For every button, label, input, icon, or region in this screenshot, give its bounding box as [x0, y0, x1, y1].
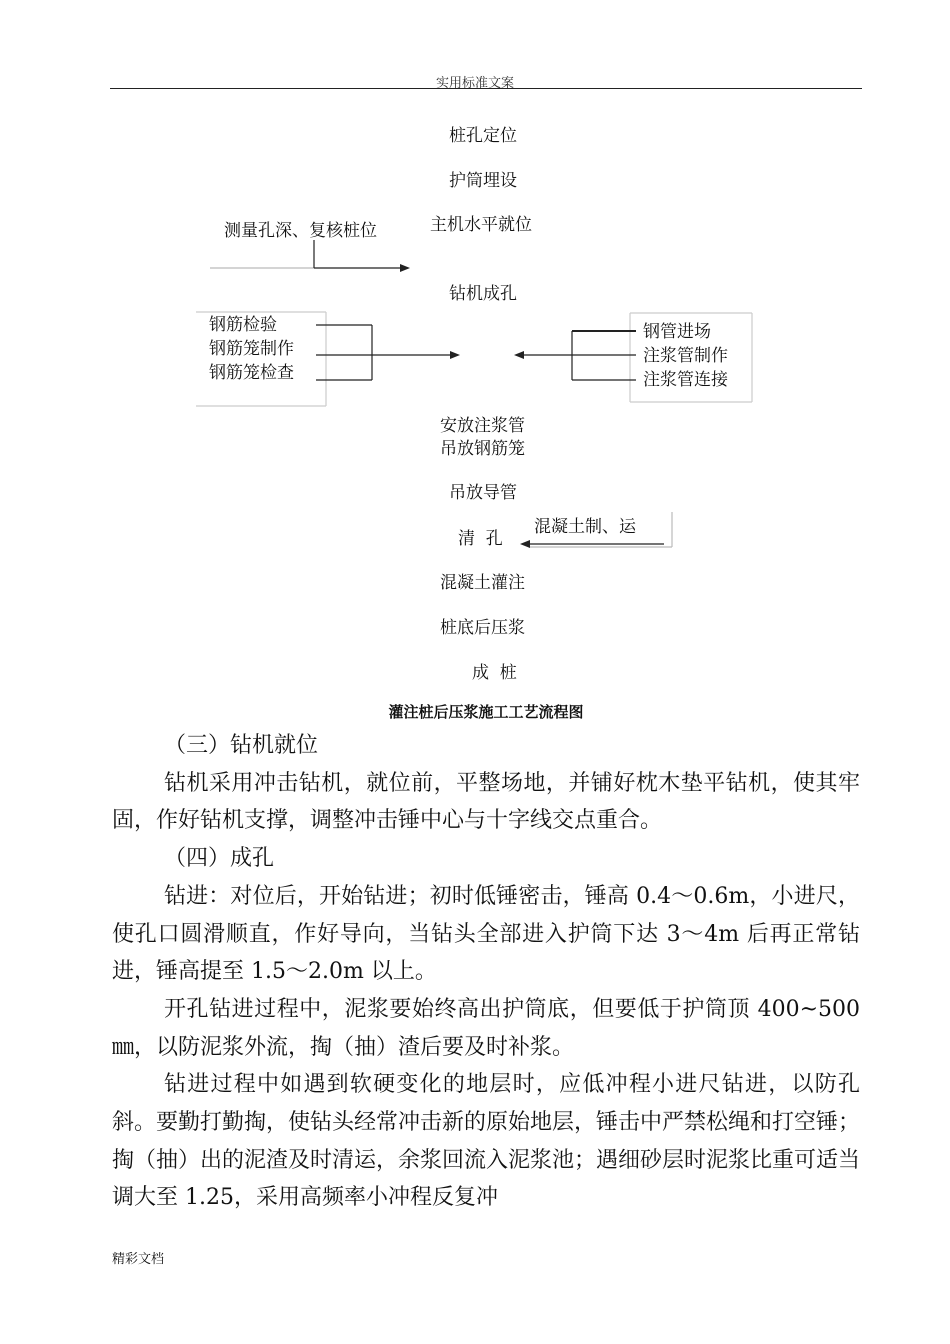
- paragraph: 钻机采用冲击钻机，就位前，平整场地，并铺好枕木垫平钻机，使其牢固，作好钻机支撑，调整冲击锤中心与十字线交点重合。: [112, 770, 860, 834]
- flow-step: 吊放导管: [449, 483, 517, 503]
- flow-step: 钻机成孔: [449, 284, 517, 304]
- flow-side-left-item: 钢筋笼制作: [209, 339, 294, 359]
- flow-step: 清 孔: [458, 529, 503, 549]
- page-footer: 精彩文档: [112, 1252, 165, 1267]
- flow-step: 混凝土灌注: [440, 573, 525, 593]
- section-heading: （三）钻机就位: [164, 733, 319, 758]
- flow-step: 成 桩: [472, 663, 517, 683]
- flow-step: 主机水平就位: [430, 215, 532, 235]
- flow-side-left: [209, 313, 294, 385]
- flow-step: 桩底后压浆: [440, 618, 525, 638]
- flow-step: 护筒埋设: [449, 171, 517, 191]
- flow-step: 桩孔定位: [449, 126, 517, 146]
- flow-side-right-item: 注浆管连接: [643, 370, 728, 390]
- flow-side-right-item: 注浆管制作: [643, 346, 728, 366]
- flow-side-measure: 测量孔深、复核桩位: [224, 221, 377, 241]
- section-heading: （四）成孔: [164, 846, 275, 872]
- flow-side-right: [643, 320, 728, 392]
- flow-step: 安放注浆管: [440, 416, 525, 436]
- body-text: [112, 727, 860, 1217]
- flow-side-concrete: 混凝土制、运: [534, 517, 636, 537]
- page-header: 实用标准文案: [435, 76, 514, 91]
- flow-side-left-item: 钢筋检验: [209, 315, 277, 335]
- paragraph: 钻进过程中如遇到软硬变化的地层时，应低冲程小进尺钻进，以防孔斜。要勤打勤掏，使钻头经常冲击新的原始地层，锤击中严禁松绳和打空锤；掏（抽）出的泥渣及时清运，余浆回流入泥浆池；遇细砂层时泥浆比重可适当调大至 1.25，采用高频率小冲程反复冲: [112, 1072, 861, 1211]
- paragraph: 开孔钻进过程中，泥浆要始终高出护筒底，但要低于护筒顶 400~500 ㎜，以防泥浆外流，掏（抽）渣后要及时补浆。: [112, 996, 860, 1060]
- paragraph: 钻进：对位后，开始钻进；初时低锤密击，锤高 0.4～0.6m，小进尺，使孔口圆滑顺直，作好导向，当钻头全部进入护筒下达 3～4m 后再正常钻进，锤高提至 1.5～2.0m 以上。: [112, 883, 860, 985]
- flow-side-right-item: 钢管进场: [643, 322, 711, 342]
- figure-caption: 灌注桩后压浆施工工艺流程图: [388, 703, 584, 721]
- flow-side-left-item: 钢筋笼检查: [209, 363, 294, 383]
- flow-step: 吊放钢筋笼: [440, 439, 525, 459]
